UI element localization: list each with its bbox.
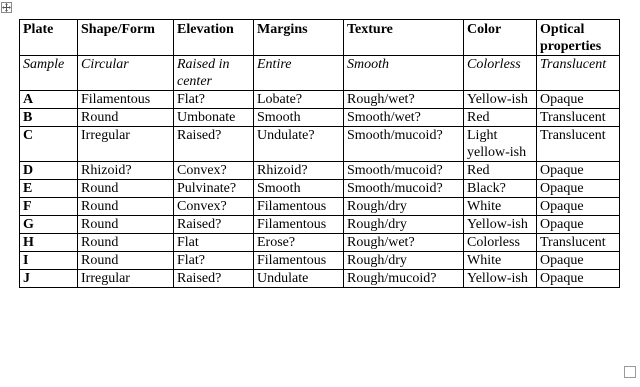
- table-cell: Opaque: [537, 216, 620, 234]
- table-cell: Flat: [174, 234, 254, 252]
- table-cell: Lobate?: [254, 91, 344, 109]
- table-cell: Convex?: [174, 198, 254, 216]
- table-cell: Yellow-ish: [464, 91, 537, 109]
- plate-cell: D: [20, 162, 78, 180]
- header-row: [20, 20, 620, 56]
- table-resize-handle-icon[interactable]: [624, 366, 636, 378]
- plate-cell: G: [20, 216, 78, 234]
- table-row: [20, 198, 620, 216]
- table-cell: Filamentous: [254, 216, 344, 234]
- plate-cell: H: [20, 234, 78, 252]
- plate-cell: F: [20, 198, 78, 216]
- sample-row: [20, 56, 620, 91]
- table-cell: Rough/mucoid?: [344, 270, 464, 288]
- table-cell: White: [464, 198, 537, 216]
- table-cell: Flat?: [174, 91, 254, 109]
- table-cell: Round: [78, 252, 174, 270]
- table-cell: Translucent: [537, 234, 620, 252]
- table-cell: Filamentous: [254, 252, 344, 270]
- table-cell: Irregular: [78, 270, 174, 288]
- table-cell: Rhizoid?: [78, 162, 174, 180]
- header-cell-shape: Shape/Form: [78, 20, 174, 56]
- table-move-handle-icon[interactable]: [1, 2, 12, 13]
- table-cell: Umbonate: [174, 109, 254, 127]
- table-cell: Black?: [464, 180, 537, 198]
- table-cell: Pulvinate?: [174, 180, 254, 198]
- plate-cell: C: [20, 127, 78, 162]
- table-cell: Rough/wet?: [344, 91, 464, 109]
- table-cell: Convex?: [174, 162, 254, 180]
- table-cell: Rough/dry: [344, 216, 464, 234]
- plate-cell: I: [20, 252, 78, 270]
- header-cell-elevation: Elevation: [174, 20, 254, 56]
- plate-cell: A: [20, 91, 78, 109]
- table-cell: Rough/wet?: [344, 234, 464, 252]
- table-row: [20, 109, 620, 127]
- table-cell: Yellow-ish: [464, 270, 537, 288]
- header-cell-plate: Plate: [20, 20, 78, 56]
- table-cell: Raised?: [174, 216, 254, 234]
- table-cell: Opaque: [537, 180, 620, 198]
- table-cell: Translucent: [537, 109, 620, 127]
- header-cell-color: Color: [464, 20, 537, 56]
- table-cell: Filamentous: [254, 198, 344, 216]
- table-cell: Opaque: [537, 91, 620, 109]
- colony-morphology-table: [19, 19, 620, 288]
- sample-cell: Entire: [254, 56, 344, 91]
- sample-cell: Sample: [20, 56, 78, 91]
- header-cell-margins: Margins: [254, 20, 344, 56]
- table-cell: Round: [78, 234, 174, 252]
- plate-cell: B: [20, 109, 78, 127]
- table-row: [20, 127, 620, 162]
- table-row: [20, 216, 620, 234]
- table-row: [20, 234, 620, 252]
- table-cell: Red: [464, 162, 537, 180]
- table-cell: Raised?: [174, 270, 254, 288]
- table-cell: Raised?: [174, 127, 254, 162]
- table-cell: Opaque: [537, 162, 620, 180]
- table-cell: Round: [78, 198, 174, 216]
- table-cell: Round: [78, 216, 174, 234]
- table-cell: Round: [78, 109, 174, 127]
- plate-cell: J: [20, 270, 78, 288]
- table-cell: Rough/dry: [344, 198, 464, 216]
- table-cell: Smooth/wet?: [344, 109, 464, 127]
- table-row: [20, 180, 620, 198]
- table-cell: Undulate: [254, 270, 344, 288]
- table-cell: White: [464, 252, 537, 270]
- plate-cell: E: [20, 180, 78, 198]
- table-cell: Smooth/mucoid?: [344, 162, 464, 180]
- sample-cell: Circular: [78, 56, 174, 91]
- table-cell: Opaque: [537, 270, 620, 288]
- table-cell: Rhizoid?: [254, 162, 344, 180]
- table-cell: Smooth: [254, 180, 344, 198]
- table-row: [20, 270, 620, 288]
- table-cell: Irregular: [78, 127, 174, 162]
- table-cell: Light yellow-ish: [464, 127, 537, 162]
- table-cell: Yellow-ish: [464, 216, 537, 234]
- sample-cell: Smooth: [344, 56, 464, 91]
- table-cell: Filamentous: [78, 91, 174, 109]
- table-cell: Opaque: [537, 198, 620, 216]
- table-cell: Round: [78, 180, 174, 198]
- table-cell: Undulate?: [254, 127, 344, 162]
- header-cell-optical: Optical properties: [537, 20, 620, 56]
- table-cell: Smooth/mucoid?: [344, 180, 464, 198]
- table-cell: Flat?: [174, 252, 254, 270]
- table-cell: Smooth: [254, 109, 344, 127]
- table-cell: Colorless: [464, 234, 537, 252]
- table-cell: Opaque: [537, 252, 620, 270]
- sample-cell: Colorless: [464, 56, 537, 91]
- table-row: [20, 91, 620, 109]
- table-row: [20, 162, 620, 180]
- sample-cell: Raised in center: [174, 56, 254, 91]
- table-cell: Erose?: [254, 234, 344, 252]
- table-row: [20, 252, 620, 270]
- table-cell: Rough/dry: [344, 252, 464, 270]
- table-cell: Translucent: [537, 127, 620, 162]
- sample-cell: Translucent: [537, 56, 620, 91]
- table-cell: Smooth/mucoid?: [344, 127, 464, 162]
- table-cell: Red: [464, 109, 537, 127]
- header-cell-texture: Texture: [344, 20, 464, 56]
